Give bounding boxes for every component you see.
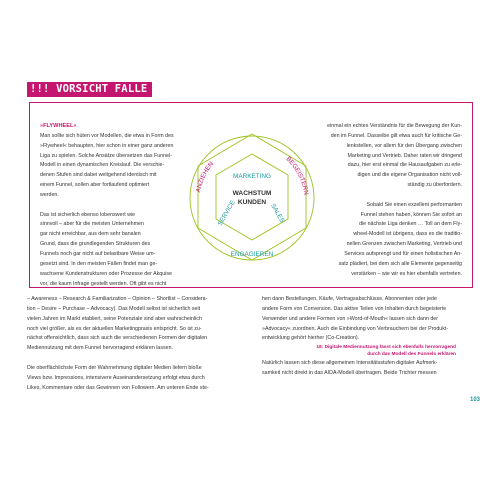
box-right-text-b xyxy=(310,201,462,280)
text-line: Sobald Sie einen exzellent performanten xyxy=(366,201,462,208)
text-line: dazu, hier erst einmal die Hausaufgaben zu erle- xyxy=(347,162,462,169)
text-line: hen dann Bestellungen, Käufe, Vertragsabschlüsse, Abonnenten oder jede xyxy=(262,296,437,302)
text-line: andere Form von Conversion. Das aktive Teilen von Inhalten durch begeisterte xyxy=(262,305,447,312)
inner-hexagon xyxy=(216,154,288,240)
box-left-text xyxy=(40,132,174,290)
figure-caption-line-2: durch das Modell des Funnels erklären xyxy=(367,352,456,357)
text-line: sinnvoll – aber für die meisten Unternehmen xyxy=(40,221,144,228)
text-line: wachsene Kundenstrukturen oder Prozesse der Akquise xyxy=(40,270,172,277)
text-line: Verwender und andere Formen von »Word-of-Mouth« lassen sich dann der xyxy=(262,315,438,322)
text-line: »Advocacy« zuordnen. Auch die Einbindung von Verbrauchern bei der Produkt- xyxy=(262,325,449,332)
text-line: ständig zu überfordern. xyxy=(407,182,462,189)
box-right-text-a xyxy=(310,122,462,191)
text-line: entwicklung gehört hierher (Co-Creation). xyxy=(262,335,360,342)
body-right-column xyxy=(262,295,448,344)
text-line: samkeit nicht direkt in das AIDA-Modell übertragen. Beide Trichter messen xyxy=(262,369,437,376)
text-line: lenkstellen, vor allem für den Übergang zwischen xyxy=(346,142,462,149)
text-line: Marketing und Vertrieb. Daher raten wir dringend xyxy=(347,152,462,159)
body-left-column xyxy=(27,295,209,393)
text-line: »Flywheel« behaupten, hier schon in einer ganz anderen xyxy=(40,142,174,149)
figure-caption xyxy=(300,344,456,358)
text-line: denen Stufen sind dabei weitgehend identisch mit xyxy=(40,172,157,179)
outer-circle xyxy=(190,136,314,260)
text-line: wheel-Modell ist übrigens, dass es die traditio- xyxy=(353,231,462,238)
label-anziehen-path: ANZIEHEN xyxy=(194,160,216,194)
text-line: nellen Grenzen zwischen Marketing, Vertrieb und xyxy=(346,241,462,248)
text-line: Funnel stehen haben, können Sie sofort an xyxy=(360,211,462,218)
figure-caption-line-1: 18: Digitale Mediennutzung lässt sich ebenfalls hervorragend xyxy=(316,345,456,350)
text-line: digen und die eigene Organisation nicht voll- xyxy=(357,172,462,179)
text-line: Grund, dass die grundlegenden Strukturen des xyxy=(40,241,151,248)
page-number: 103 xyxy=(470,397,481,403)
text-line: Funnels noch gar nicht auf belastbare Weise um- xyxy=(40,250,156,257)
text-line: vor, die kaum Infrage gestellt werden. Oft gibt es nicht xyxy=(40,280,167,287)
text-line: Mediennutzung mit dem Funnel hervorragend erklären lassen. xyxy=(27,345,174,352)
text-line: Die oberflächlichste Form der Wahrnehmung digitaler Medien liefern bloße xyxy=(27,364,202,371)
text-line xyxy=(40,201,174,211)
text-line: Liga zu spielen. Solche Ansätze übersetzen das Funnel- xyxy=(40,152,172,159)
warning-banner-title: !!! VORSICHT FALLE !!! xyxy=(30,83,174,95)
body-right-text-a xyxy=(262,295,448,344)
text-line: nächst offensichtlich, dass sich auch die verschiedenen Formen der digitalen xyxy=(27,335,208,342)
text-line: Modell in einen dynamischen Kreislauf. Die verschie- xyxy=(40,162,165,169)
text-line: noch viel größer, als es der aktuellen Marketingpraxis entspricht. So ist zu- xyxy=(27,325,202,332)
body-left-text xyxy=(27,295,209,393)
text-line: Natürlich lassen sich diese allgemeinen Intensitätsstufen digitaler Aufmerk- xyxy=(262,360,438,366)
box-left-column xyxy=(40,122,174,289)
label-center-line-1: WACHSTUM xyxy=(232,190,272,197)
text-line: einmal ein echtes Verständnis für die Bewegung der Kun- xyxy=(327,123,462,129)
text-line: satz plädiert, bei dem sich alle Elemente gegenseitig xyxy=(338,260,462,267)
text-line: Likes, Kommentare oder das Gewinnen von Followern. Am unteren Ende ste- xyxy=(27,384,209,391)
body-right-text-b xyxy=(262,359,437,379)
label-sales: SALES xyxy=(269,202,286,224)
text-line: tion – Desire – Purchase – Advocacy). Das Modell selbst ist sicherlich seit xyxy=(27,305,201,312)
text-line xyxy=(27,354,209,364)
label-service: SERVICE xyxy=(216,199,237,228)
warning-banner xyxy=(27,82,174,97)
label-engagieren: ENGAGIEREN xyxy=(230,251,274,258)
label-center-line-2: KUNDEN xyxy=(237,199,267,206)
text-line: Services aufsprengt und für einen holistischen An- xyxy=(344,250,462,257)
flywheel-diagram xyxy=(178,128,326,268)
text-line: gar nicht erreichbar, aus dem sehr banalen xyxy=(40,231,141,238)
box-heading: »FLYWHEEL« xyxy=(40,123,77,129)
text-line: vielen Jahren im Markt etabliert, seine Potenziale sind aber wahrscheinlich xyxy=(27,315,202,322)
outer-hexagon xyxy=(198,134,306,260)
label-begeistern-path: BEGEISTERN xyxy=(284,155,310,196)
text-line: einem Funnel, sollen aber fortlaufend optimiert xyxy=(40,182,150,189)
text-line: Views bzw. Impressions, intensivere Auseinandersetzung erfolgt etwa durch xyxy=(27,374,205,381)
text-line: die nächste Liga denken … Toll an dem Fly- xyxy=(359,221,462,228)
text-line: – Awareness – Research & Familiarization – Opinion – Shortlist – Considera- xyxy=(27,296,208,302)
box-right-column xyxy=(310,122,462,280)
label-marketing: MARKETING xyxy=(233,173,271,180)
text-line: gesetzt sind. In den meisten Fällen findet man ge- xyxy=(40,260,158,267)
text-line: den im Funnel. Dasselbe gilt etwa auch für kritische Ge- xyxy=(330,132,462,139)
body-right-column-b xyxy=(262,359,437,379)
text-line: werden. xyxy=(40,191,59,198)
text-line: Das ist sicherlich ebenso lobenswert wie xyxy=(40,211,136,218)
text-line: Man sollte sich hüten vor Modellen, die etwa in Form des xyxy=(40,132,174,139)
text-line: verstärken – wie wir es hier ebenfalls vertreten. xyxy=(351,270,462,277)
